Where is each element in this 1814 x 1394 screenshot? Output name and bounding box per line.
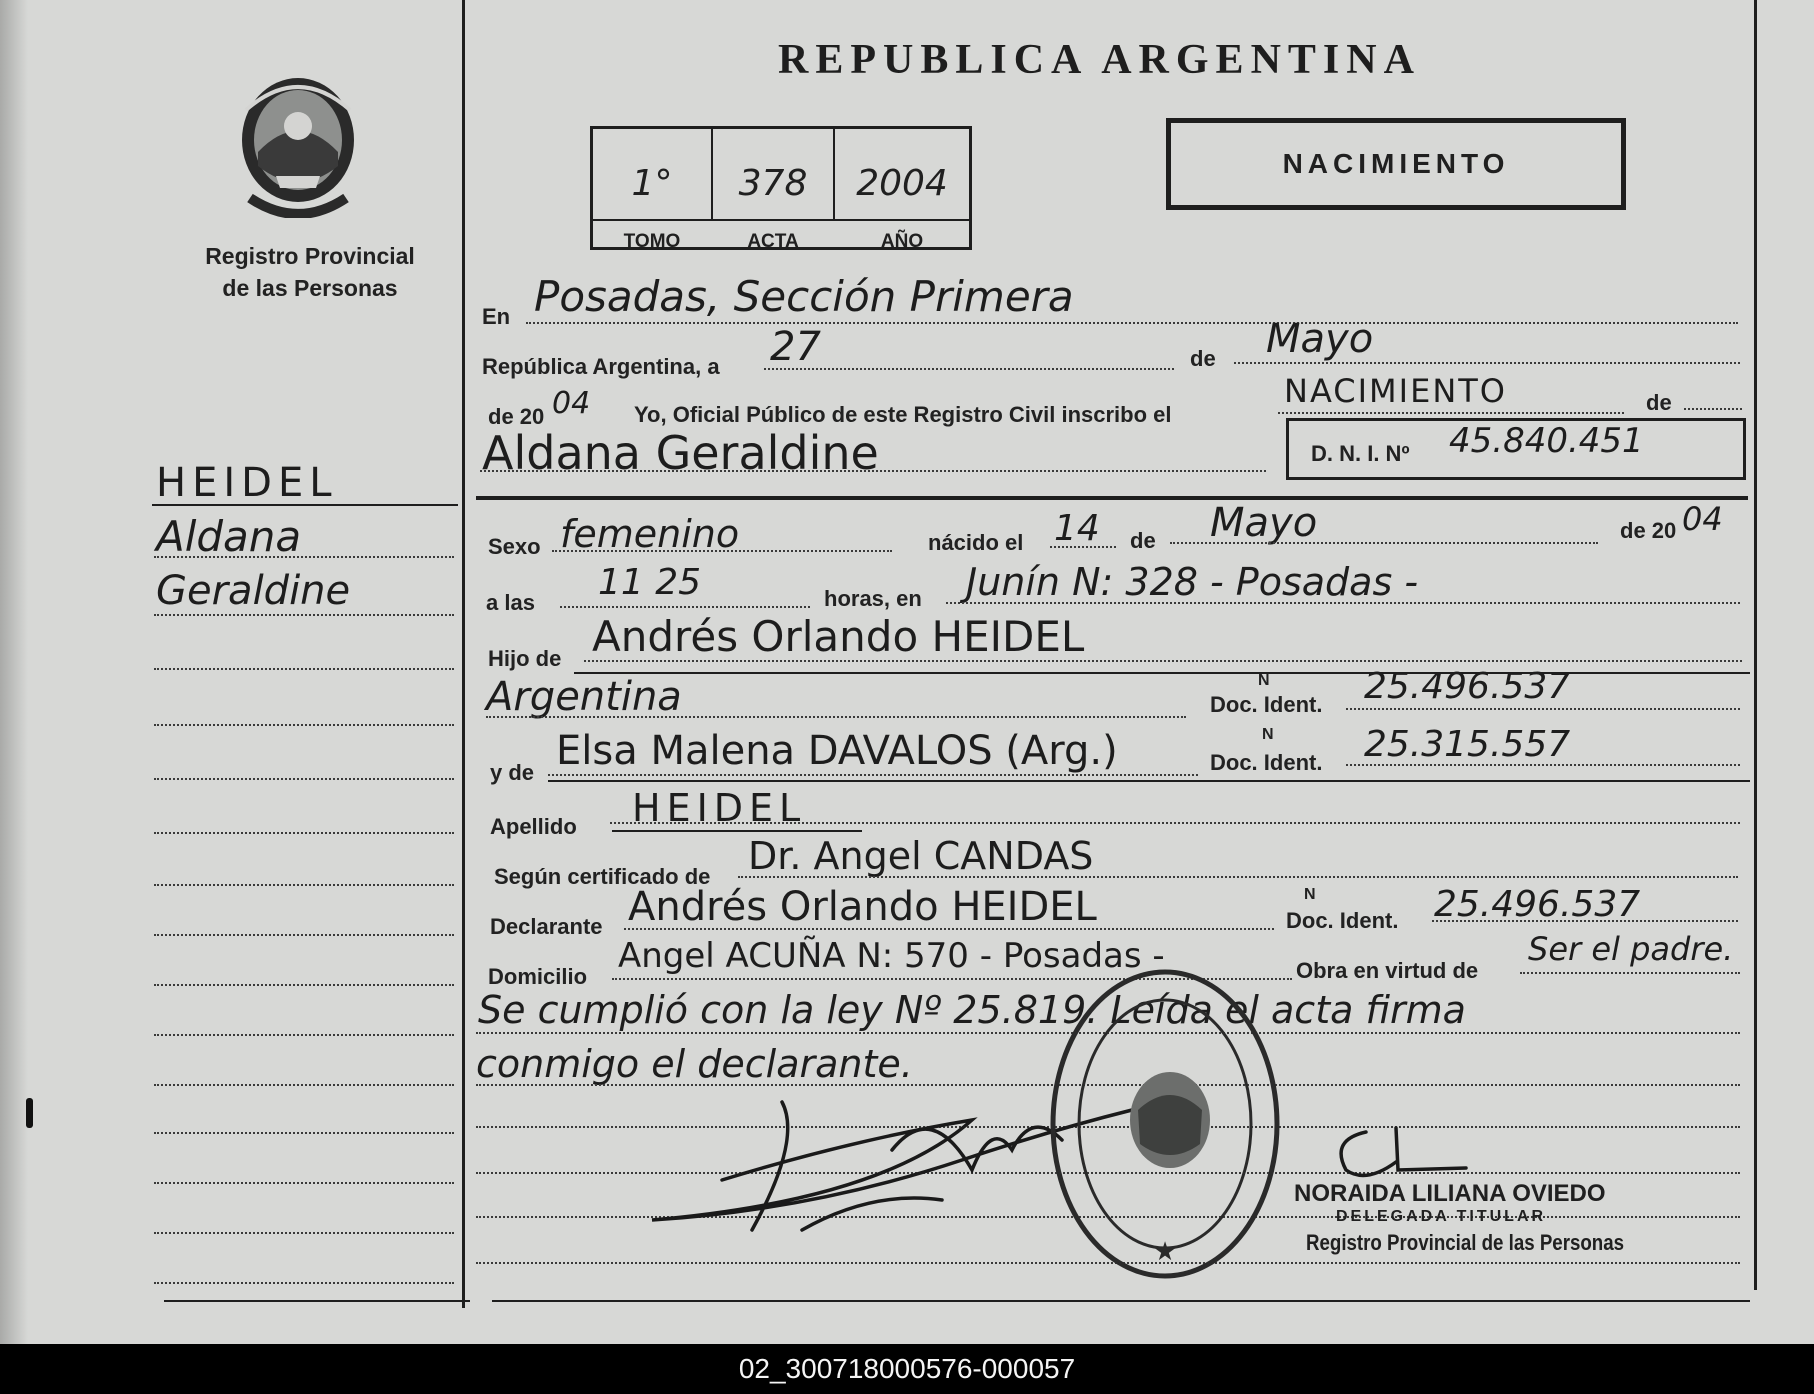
country-title: REPUBLICA ARGENTINA [778,37,1421,83]
dni-box [1286,418,1746,480]
father-doc-prefix: N [1258,672,1270,689]
mother-doc-label: Doc. Ident. [1210,750,1323,775]
margin-rule [152,504,458,506]
certifier-rule [738,876,1738,878]
margin-rule [154,614,454,616]
tomo-label: TOMO [623,231,681,252]
de-rule [1684,408,1742,410]
margin-rule [154,556,454,558]
mother-doc-value: 25.315.557 [1364,724,1571,765]
en-label: En [482,304,511,329]
margin-rule [154,884,454,886]
sex-value: femenino [560,512,740,556]
segun-label: Según certificado de [494,864,711,889]
margin-rule [154,1084,454,1086]
declarant-value: Andrés Orlando HEIDEL [628,884,1097,930]
de-label-3: de [1130,528,1156,553]
declarant-doc-prefix: N [1304,886,1316,903]
y-de-label: y de [490,760,535,785]
acta-label: ACTA [747,231,799,252]
de-label-2: de [1646,390,1672,415]
birth-month-rule [1170,542,1598,544]
nationality-rule [486,716,1186,718]
father-doc-rule [1346,708,1740,710]
tomo-cell [593,129,713,252]
hijo-label: Hijo de [488,646,562,671]
margin-rule [154,1232,454,1234]
birth-year-suffix: 04 [1682,500,1723,538]
birth-time-value: 11 25 [598,562,702,603]
mother-rule [548,774,1198,776]
ano-label: AÑO [880,231,924,252]
margin-rule [154,934,454,936]
place-rule [526,322,1738,324]
inscription-rule [1278,412,1624,414]
day-value: 27 [770,324,821,370]
obra-rule [1520,972,1740,974]
father-doc-label: Doc. Ident. [1210,692,1323,717]
dni-label: D. N. I. Nº [1311,441,1410,466]
note-line-1: Se cumplió con la ley Nº 25.819. Leída el acta firma [478,988,1466,1032]
place-value: Posadas, Sección Primera [534,272,1074,321]
birth-time-rule [560,606,810,608]
month-rule [1234,362,1740,364]
mother-value: Elsa Malena DAVALOS (Arg.) [556,728,1118,774]
birth-year-label: de 20 [1620,518,1677,543]
act-box-separator [593,219,969,221]
sex-rule [552,550,892,552]
act-number-box [590,126,972,250]
declarante-label: Declarante [490,914,603,939]
binding-shadow [0,0,28,1344]
father-rule [584,660,1742,662]
margin-rule [154,778,454,780]
obra-label: Obra en virtud de [1296,958,1479,983]
registry-label [180,240,440,304]
month-value: Mayo [1266,316,1374,362]
bottom-rule [492,1300,1750,1302]
surname-value: HEIDEL [632,786,807,830]
declarant-doc-label: Doc. Ident. [1286,908,1399,933]
de-label: de [1190,346,1216,371]
mother-doc-prefix: N [1262,726,1274,743]
binding-mark [26,1098,33,1128]
declarant-rule [624,928,1274,930]
margin-rule [154,724,454,726]
year-prefix-label: de 20 [488,404,545,429]
note-line-2: conmigo el declarante. [476,1042,913,1086]
year-suffix-value: 04 [552,386,591,421]
registry-line-2: de las Personas [222,275,398,301]
margin-surname: HEIDEL [156,460,338,506]
father-value: Andrés Orlando HEIDEL [592,612,1085,661]
certifier-value: Dr. Angel CANDAS [748,834,1094,878]
registrar-name: NORAIDA LILIANA OVIEDO [1294,1180,1606,1207]
official-stamp [1040,960,1290,1288]
caption-bar [0,1344,1814,1394]
republica-label: República Argentina, a [482,354,720,379]
surname-rule [610,822,1740,824]
header-separator [476,496,1748,500]
registrar-role: DELEGADA TITULAR [1336,1208,1547,1225]
parents-separator [548,780,1750,782]
a-las-label: a las [486,590,535,615]
margin-bottom-rule [164,1300,470,1302]
document-type-box: NACIMIENTO [1166,118,1626,210]
acta-value: 378 [738,163,808,204]
address-value: Angel ACUÑA N: 570 - Posadas - [618,936,1165,976]
father-separator [574,672,1750,674]
birth-day-value: 14 [1054,508,1100,549]
mother-doc-rule [1346,764,1740,766]
acta-cell [713,129,835,252]
father-nationality-value: Argentina [486,674,682,720]
child-name-rule [480,470,1266,472]
svg-text:★: ★ [1153,1237,1177,1267]
dni-value: 45.840.451 [1449,421,1644,461]
registry-line-1: Registro Provincial [205,243,415,269]
margin-rule [154,1182,454,1184]
declarant-doc-value: 25.496.537 [1434,884,1641,925]
birth-place-value: Junín N: 328 - Posadas - [966,560,1419,604]
ano-cell [835,129,969,252]
tomo-value: 1° [631,163,673,204]
officer-text: Yo, Oficial Público de este Registro Civil inscribo el [634,402,1172,427]
child-name-value: Aldana Geraldine [482,426,879,480]
margin-rule [154,1132,454,1134]
margin-rule [154,668,454,670]
apellido-label: Apellido [490,814,577,839]
horas-label: horas, en [824,586,922,611]
declarant-doc-rule [1432,920,1738,922]
birth-month-value: Mayo [1210,500,1318,546]
registrar-office: Registro Provincial de las Personas [1306,1230,1625,1255]
surname-underline [612,830,862,832]
margin-first-name: Aldana [156,512,302,561]
birth-place-rule [946,602,1740,604]
image-caption: 02_300718000576-000057 [738,1353,1076,1384]
margin-rule [154,1282,454,1284]
day-rule [764,368,1174,370]
sexo-label: Sexo [488,534,541,559]
birth-day-rule [1050,546,1116,548]
domicilio-label: Domicilio [488,964,588,989]
registrar-signature [1326,1118,1476,1188]
province-seal-logo [236,70,360,218]
margin-rule [154,1034,454,1036]
margin-rule [154,832,454,834]
margin-rule [154,984,454,986]
father-doc-value: 25.496.537 [1364,666,1571,707]
inscription-value: NACIMIENTO [1284,372,1507,410]
margin-second-name: Geraldine [156,568,351,614]
nacido-label: nácido el [928,530,1024,555]
right-column-border [1754,0,1757,1290]
obra-value: Ser el padre. [1528,930,1734,968]
ano-value: 2004 [856,163,948,204]
left-column-border [462,0,465,1308]
